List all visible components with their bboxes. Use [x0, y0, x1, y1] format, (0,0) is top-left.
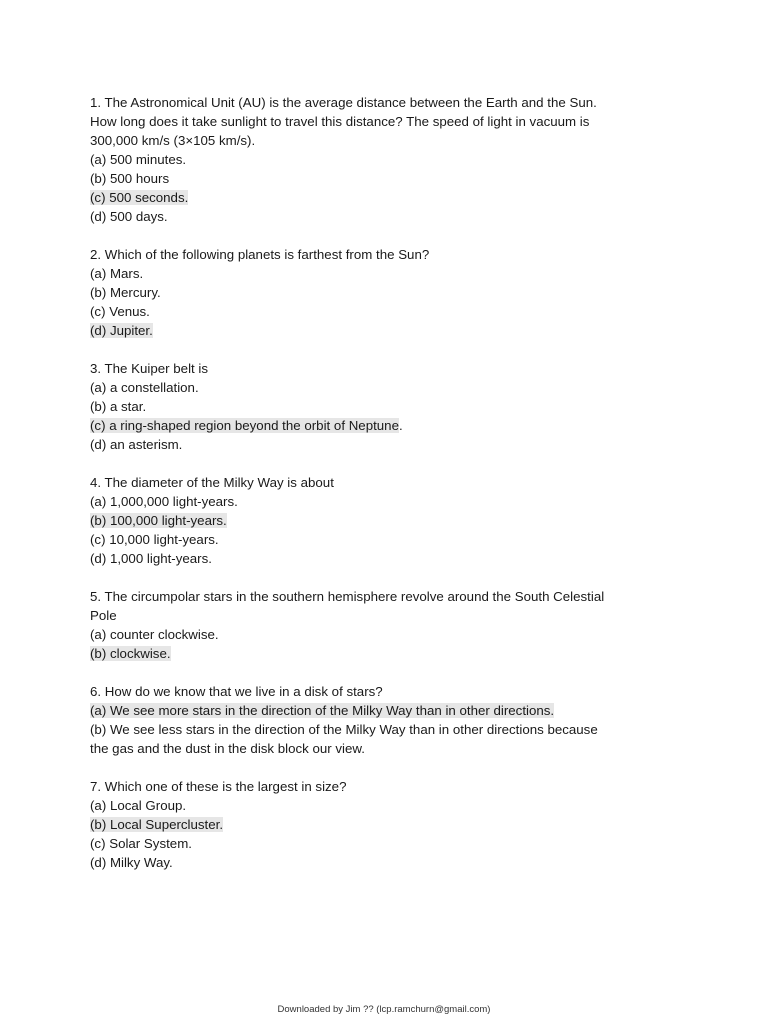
answer-option	[90, 549, 650, 568]
answer-option	[90, 397, 650, 416]
answer-option	[90, 283, 650, 302]
option-text: (b) Mercury.	[90, 285, 161, 300]
question-text: 300,000 km/s (3×105 km/s).	[90, 133, 256, 148]
option-text: (a) Local Group.	[90, 798, 187, 813]
option-text: (c) Venus.	[90, 304, 150, 319]
question-text: 3. The Kuiper belt is	[90, 361, 209, 376]
question-list	[90, 93, 650, 872]
answer-option	[90, 302, 650, 321]
question-text: How long does it take sunlight to travel this distance? The speed of light in vacuum is	[90, 114, 590, 129]
download-footer: Downloaded by Jim ?? (lcp.ramchurn@gmail.com)	[277, 1004, 491, 1015]
option-suffix: .	[398, 418, 403, 433]
question-text: Pole	[90, 608, 117, 623]
question-text: 7. Which one of these is the largest in size?	[90, 779, 347, 794]
question-text: 5. The circumpolar stars in the southern hemisphere revolve around the South Celestial	[90, 589, 605, 604]
quiz-document	[90, 93, 650, 891]
question-block	[90, 245, 650, 340]
answer-option-highlighted	[90, 321, 650, 340]
answer-option-highlighted	[90, 511, 650, 530]
option-text: (a) We see more stars in the direction of the Milky Way than in other directions.	[90, 703, 555, 718]
option-text: (b) Local Supercluster.	[90, 817, 224, 832]
answer-option	[90, 720, 650, 739]
option-text: (a) a constellation.	[90, 380, 199, 395]
option-text: (b) 500 hours	[90, 171, 170, 186]
option-text: (a) 500 minutes.	[90, 152, 187, 167]
answer-option	[90, 264, 650, 283]
answer-option	[90, 169, 650, 188]
option-text: (a) counter clockwise.	[90, 627, 219, 642]
option-text: (d) an asterism.	[90, 437, 183, 452]
question-block	[90, 473, 650, 568]
answer-option	[90, 530, 650, 549]
answer-option	[90, 796, 650, 815]
answer-option	[90, 378, 650, 397]
question-block	[90, 359, 650, 454]
option-text: (b) clockwise.	[90, 646, 171, 661]
question-block	[90, 777, 650, 872]
answer-option	[90, 492, 650, 511]
answer-option-highlighted	[90, 815, 650, 834]
question-block	[90, 93, 650, 226]
answer-option-highlighted	[90, 188, 650, 207]
question-text: 6. How do we know that we live in a disk of stars?	[90, 684, 383, 699]
option-text: (b) We see less stars in the direction of the Milky Way than in other directions because	[90, 722, 598, 737]
question-text: 1. The Astronomical Unit (AU) is the average distance between the Earth and the Sun.	[90, 95, 597, 110]
question-block	[90, 587, 650, 663]
answer-option	[90, 150, 650, 169]
question-text: 2. Which of the following planets is farthest from the Sun?	[90, 247, 430, 262]
answer-option	[90, 853, 650, 872]
question-block	[90, 682, 650, 758]
answer-option	[90, 834, 650, 853]
option-text: (b) a star.	[90, 399, 147, 414]
option-text: (c) a ring-shaped region beyond the orbit of Neptune	[90, 418, 399, 433]
option-text: (a) 1,000,000 light-years.	[90, 494, 238, 509]
answer-option	[90, 435, 650, 454]
option-text: (d) 500 days.	[90, 209, 168, 224]
option-text: (a) Mars.	[90, 266, 144, 281]
answer-option-highlighted	[90, 416, 650, 435]
option-text: (d) 1,000 light-years.	[90, 551, 212, 566]
option-text: (d) Jupiter.	[90, 323, 153, 338]
answer-option	[90, 207, 650, 226]
answer-option-highlighted	[90, 701, 650, 720]
option-text: (c) 500 seconds.	[90, 190, 189, 205]
answer-option-highlighted	[90, 644, 650, 663]
answer-option	[90, 625, 650, 644]
question-text: 4. The diameter of the Milky Way is about	[90, 475, 334, 490]
option-text: (d) Milky Way.	[90, 855, 173, 870]
option-text: the gas and the dust in the disk block our view.	[90, 741, 365, 756]
option-text: (b) 100,000 light-years.	[90, 513, 227, 528]
answer-option	[90, 739, 650, 758]
option-text: (c) Solar System.	[90, 836, 192, 851]
option-text: (c) 10,000 light-years.	[90, 532, 219, 547]
